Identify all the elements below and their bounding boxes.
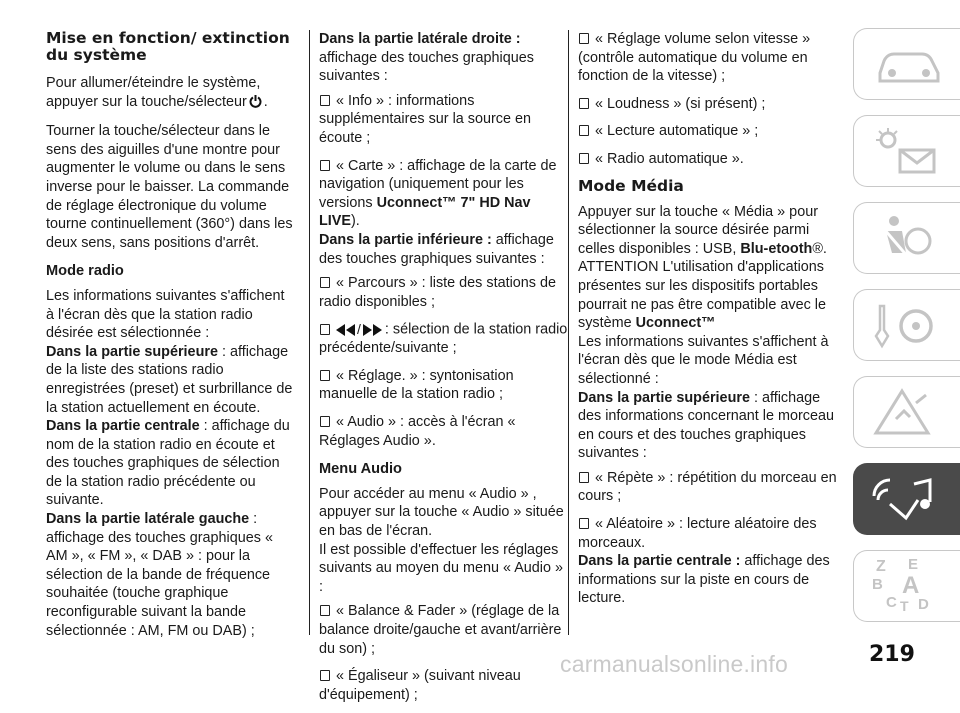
radio-bottom-part: Dans la partie inférieure : affichage des touches graphiques suivantes : <box>319 231 554 267</box>
index-letter: T <box>900 598 909 613</box>
car-icon <box>872 39 946 89</box>
column-2 <box>319 30 569 713</box>
bullet-square-icon <box>579 125 589 136</box>
bullet-square-icon <box>320 95 330 106</box>
list-item-radio-auto: « Radio automatique ». <box>578 150 840 169</box>
list-item-aleatoire: « Aléatoire » : lecture aléatoire des morceaux. <box>578 516 817 551</box>
tab-tools-steering[interactable] <box>853 289 960 361</box>
bullet-square-icon <box>320 160 330 171</box>
tab-seatbelt-airbag[interactable] <box>853 202 960 274</box>
breakdown-triangle-icon <box>872 387 946 437</box>
watermark: carmanualsonline.info <box>560 651 788 677</box>
radio-heading: Mode radio <box>46 263 124 280</box>
list-item-repete: « Répète » : répétition du morceau en cours ; <box>578 469 837 505</box>
radio-intro: Les informations suivantes s'affichent à l'écran dès que la station radio désirée est sélectionnée : <box>46 287 285 342</box>
bullet-square-icon <box>320 277 330 288</box>
list-item-loudness: « Loudness » (si présent) ; <box>578 95 840 114</box>
tab-multimedia[interactable] <box>853 463 960 535</box>
media-intro: Les informations suivantes s'affichent à l'écran dès que le mode Média est sélectionné : <box>578 333 829 387</box>
bullet-square-icon <box>579 153 589 164</box>
media-heading: Mode Média <box>578 176 684 195</box>
prev-next-arrows-icon: / <box>336 320 382 339</box>
section-title-power: Mise en fonction/ extinction du système <box>46 29 290 64</box>
radio-center-part: Dans la partie centrale : affichage du nom de la station radio en écoute et des touches graphiques de sélection de la station radio précédente ou suivante. <box>46 418 290 509</box>
tab-index[interactable] <box>853 550 960 622</box>
bullet-square-icon <box>579 98 589 109</box>
tab-car[interactable] <box>853 28 960 100</box>
power-icon <box>249 94 262 114</box>
column-3 <box>578 30 840 608</box>
tools-steering-icon <box>872 300 946 350</box>
index-letter: Z <box>876 558 886 575</box>
list-item-egaliseur: « Égaliseur » (suivant niveau d'équipement) ; <box>319 668 521 703</box>
tab-breakdown[interactable] <box>853 376 960 448</box>
list-item-lecture-auto: « Lecture automatique » ; <box>578 122 840 141</box>
bullet-square-icon <box>320 416 330 427</box>
list-item-carte: « Carte » : affichage de la carte de navigation (uniquement pour les versions Uconnect™ 7" HD Nav LIVE). <box>319 157 557 230</box>
index-letter: E <box>908 557 919 573</box>
media-top-part: Dans la partie supérieure : affichage des informations concernant le morceau en cours et des touches graphiques suivantes : <box>578 389 834 462</box>
list-item-arrows: / : sélection de la station radio précédente/suivante ; <box>319 321 568 357</box>
bullet-square-icon <box>579 33 589 44</box>
index-letter: A <box>902 572 920 599</box>
chapter-sidebar <box>853 28 960 638</box>
bullet-square-icon <box>579 472 589 483</box>
radio-left-part: Dans la partie latérale gauche : affichage des touches graphiques « AM », « FM », « DAB » : pour la sélection de la bande de fréquence souhaitée (touche graphique reconfigurable suivant la bande sélectionnée : AM, FM ou DAB) ; <box>46 511 273 639</box>
list-item-info: « Info » : informations supplémentaires sur la source en écoute ; <box>319 92 531 146</box>
list-item-parcours: « Parcours » : liste des stations de radio disponibles ; <box>319 275 556 310</box>
list-item-balance: « Balance & Fader » (réglage de la balance droite/gauche et avant/arrière du son) ; <box>319 603 562 657</box>
attention-paragraph: ATTENTION L'utilisation d'applications présentes sur les dispositifs portables pourrait ne pas être compatible avec le système Uconnect™ <box>578 259 826 332</box>
multimedia-music-icon <box>872 474 946 524</box>
power-paragraph: Pour allumer/éteindre le système, appuyer sur la touche/sélecteur . <box>46 74 296 113</box>
menu-audio-p2: Il est possible d'effectuer les réglages suivants au moyen du menu « Audio » : <box>319 541 564 595</box>
column-1 <box>46 30 296 640</box>
bullet-square-icon <box>320 670 330 681</box>
bullet-square-icon <box>320 605 330 616</box>
menu-audio-p1: Pour accéder au menu « Audio » , appuyer sur la touche « Audio » située en bas de l'écran. <box>319 485 564 539</box>
media-paragraph: Appuyer sur la touche « Média » pour sélectionner la source désirée parmi celles disponibles : USB, Blu-etooth®. <box>578 203 827 257</box>
index-letters-icon <box>872 557 946 613</box>
bullet-square-icon <box>579 518 589 529</box>
radio-top-part: Dans la partie supérieure : affichage de la liste des stations radio enregistrées (preset) et surbrillance de la station actuellement en écoute. <box>46 343 293 416</box>
media-center-part: Dans la partie centrale : affichage des informations sur la piste en cours de lecture. <box>578 553 830 607</box>
index-letter: D <box>918 596 929 613</box>
bullet-square-icon <box>320 324 330 335</box>
radio-right-part: Dans la partie latérale droite : affichage des touches graphiques suivantes : <box>319 31 534 85</box>
bullet-square-icon <box>320 370 330 381</box>
index-letter: C <box>886 594 897 611</box>
index-letter: B <box>872 576 883 593</box>
list-item-audio: « Audio » : accès à l'écran « Réglages Audio ». <box>319 413 516 449</box>
column-divider-1 <box>309 30 310 635</box>
warning-lights-icon <box>872 126 946 176</box>
list-item-reglage: « Réglage. » : syntonisation manuelle de la station radio ; <box>319 367 514 403</box>
list-item-volume-vitesse: « Réglage volume selon vitesse » (contrôle automatique du volume en fonction de la vitesse) ; <box>578 31 811 85</box>
page-number: 219 <box>869 642 915 667</box>
seatbelt-airbag-icon <box>872 213 946 263</box>
tab-warning-lights[interactable] <box>853 115 960 187</box>
volume-paragraph: Tourner la touche/sélecteur dans le sens des aiguilles d'une montre pour augmenter le volume ou dans le sens inverse pour le baisser. La commande de réglage électronique du volume tourne continuellement (360°) dans les deux sens, sans positions d'arrêt. <box>46 123 293 251</box>
menu-audio-heading: Menu Audio <box>319 461 402 478</box>
